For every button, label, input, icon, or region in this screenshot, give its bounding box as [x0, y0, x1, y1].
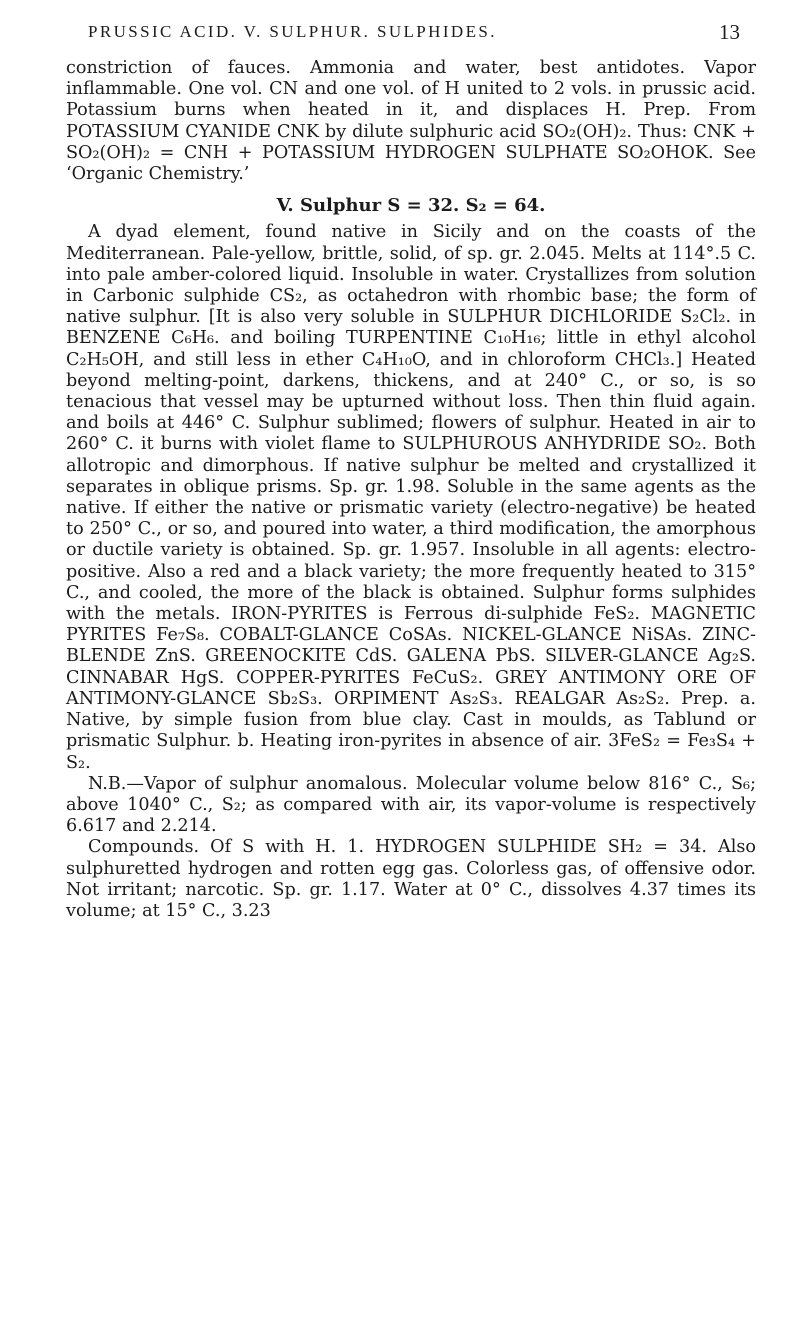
paragraph-prussic-acid: constriction of fauces. Ammonia and water, best antidotes. Vapor inflammable. One vol. CN and one vol. of H united to 2 vols. in prussic acid. Potassium burns when heated in it, and displaces H. Prep. From POTASSIUM CYANIDE CNK by dilute sulphuric acid SO₂(OH)₂. Thus: CNK + SO₂(OH)₂ = CNH + POTASSIUM HYDROGEN SULPHATE SO₂OHOK. See ‘Organic Chemistry.’	[66, 58, 756, 185]
paragraph-sulphur: A dyad element, found native in Sicily and on the coasts of the Mediterranean. Pale-yellow, brittle, solid, of sp. gr. 2.045. Melts at 114°.5 C. into pale amber-colored liquid. Insoluble in water. Crystallizes from solution in Carbonic sulphide CS₂, as octahedron with rhombic base; the form of native sulphur. [It is also very soluble in SULPHUR DICHLORIDE S₂Cl₂. in BENZENE C₆H₆. and boiling TURPENTINE C₁₀H₁₆; little in ethyl alcohol C₂H₅OH, and still less in ether C₄H₁₀O, and in chloroform CHCl₃.] Heated beyond melting-point, darkens, thickens, and at 240° C., or so, is so tenacious that vessel may be upturned without loss. Then thin fluid again. and boils at 446° C. Sulphur sublimed; flowers of sulphur. Heated in air to 260° C. it burns with violet flame to SULPHUROUS ANHYDRIDE SO₂. Both allotropic and dimorphous. If native sulphur be melted and crystallized it separates in oblique prisms. Sp. gr. 1.98. Soluble in the same agents as the native. If either the native or prismatic variety (electro-negative) be heated to 250° C., or so, and poured into water, a third modification, the amorphous or ductile variety is obtained. Sp. gr. 1.957. Insoluble in all agents: electro-positive. Also a red and a black variety; the more frequently heated to 315° C., and cooled, the more of the black is obtained. Sulphur forms sulphides with the metals. IRON-PYRITES is Ferrous di-sulphide FeS₂. MAGNETIC PYRITES Fe₇S₈. COBALT-GLANCE CoSAs. NICKEL-GLANCE NiSAs. ZINC-BLENDE ZnS. GREENOCKITE CdS. GALENA PbS. SILVER-GLANCE Ag₂S. CINNABAR HgS. COPPER-PYRITES FeCuS₂. GREY ANTIMONY ORE OF ANTIMONY-GLANCE Sb₂S₃. ORPIMENT As₂S₃. REALGAR As₂S₂. Prep. a. Native, by simple fusion from blue clay. Cast in moulds, as Tablund or prismatic Sulphur. b. Heating iron-pyrites in absence of air. 3FeS₂ = Fe₃S₄ + S₂.	[66, 222, 756, 773]
body-text	[66, 58, 756, 922]
running-head	[66, 0, 756, 58]
paragraph-compounds: Compounds. Of S with H. 1. HYDROGEN SULPHIDE SH₂ = 34. Also sulphuretted hydrogen and rotten egg gas. Colorless gas, of offensive odor. Not irritant; narcotic. Sp. gr. 1.17. Water at 0° C., dissolves 4.37 times its volume; at 15° C., 3.23	[66, 837, 756, 921]
paragraph-nb-vapor: N.B.—Vapor of sulphur anomalous. Molecular volume below 816° C., S₆; above 1040° C., S₂; as compared with air, its vapor-volume is respectively 6.617 and 2.214.	[66, 773, 756, 837]
running-head-title: PRUSSIC ACID. V. SULPHUR. SULPHIDES.	[88, 22, 497, 41]
bottom-margin	[0, 1196, 800, 1336]
section-heading-sulphur: V. Sulphur S = 32. S₂ = 64.	[276, 195, 546, 217]
page-number: 13	[719, 20, 740, 44]
